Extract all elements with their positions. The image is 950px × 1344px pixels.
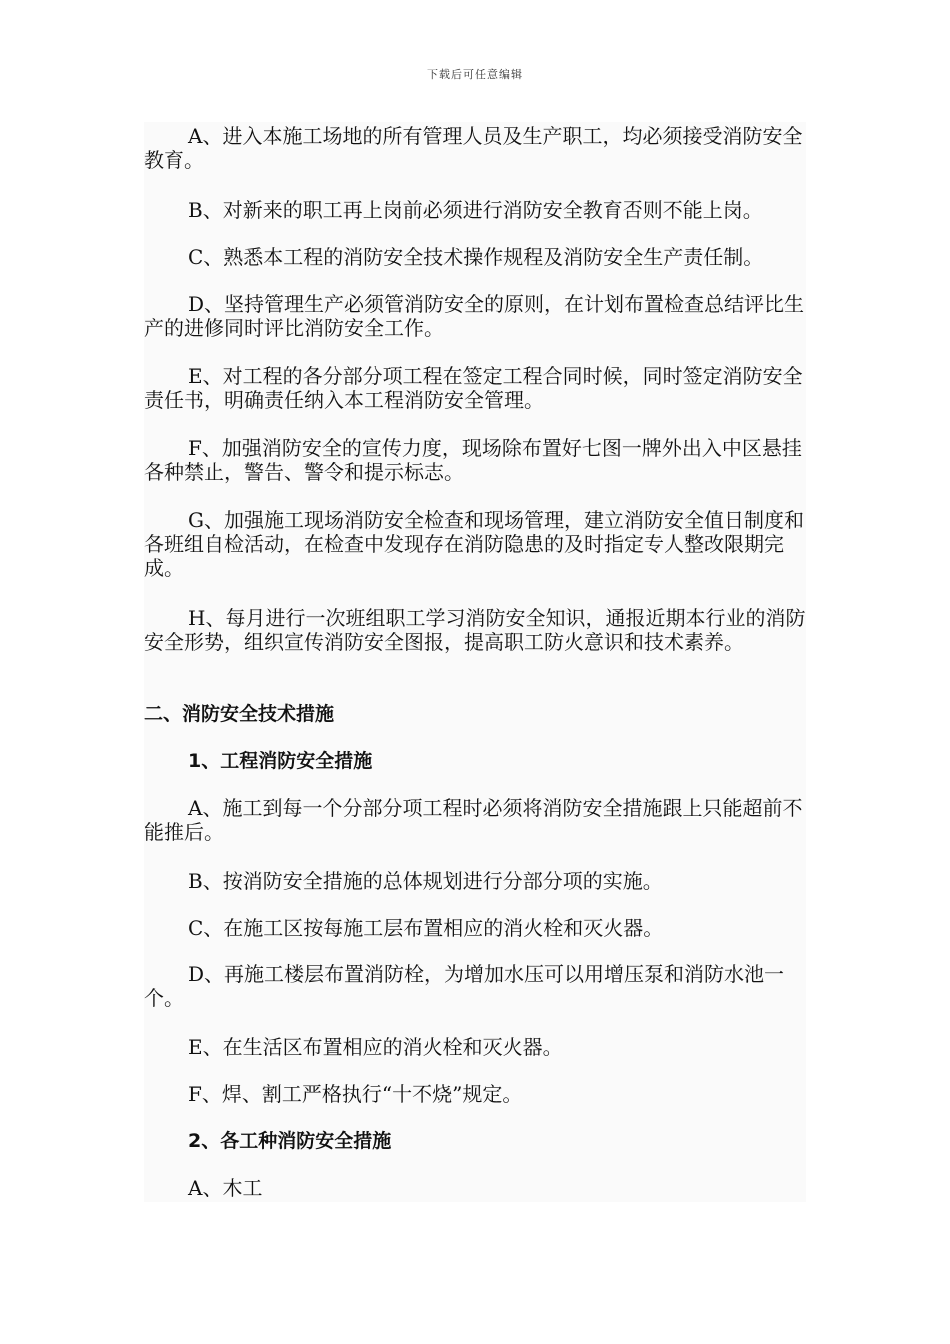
paragraph-e: E、对工程的各分部分项工程在签定工程合同时候，同时签定消防安全责任书，明确责任纳入本工程消防安全管理。 — [144, 364, 803, 412]
paragraph-b: B、对新来的职工再上岗前必须进行消防安全教育否则不能上岗。 — [188, 198, 763, 222]
paragraph-g: G、加强施工现场消防安全检查和现场管理，建立消防安全值日制度和各班组自检活动，在检查中发现存在消防隐患的及时指定专人整改限期完成。 — [144, 508, 804, 580]
measure-item-c: C、在施工区按每施工层布置相应的消火栓和灭火器。 — [188, 916, 664, 940]
document-body — [144, 122, 806, 1202]
subsection-heading-1: 1、工程消防安全措施 — [188, 750, 373, 772]
page-header: 下载后可任意编辑 — [427, 68, 523, 81]
measure-item-a: A、施工到每一个分部分项工程时必须将消防安全措施跟上只能超前不能推后。 — [144, 796, 803, 844]
worktype-item-a: A、木工 — [188, 1176, 263, 1200]
measure-item-b: B、按消防安全措施的总体规划进行分部分项的实施。 — [188, 869, 663, 893]
subsection-heading-2: 2、各工种消防安全措施 — [188, 1130, 392, 1152]
paragraph-h: H、每月进行一次班组职工学习消防安全知识，通报近期本行业的消防安全形势，组织宣传消防安全图报，提高职工防火意识和技术素养。 — [144, 606, 806, 654]
measure-item-d: D、再施工楼层布置消防栓，为增加水压可以用增压泵和消防水池一个。 — [144, 962, 785, 1010]
paragraph-d: D、坚持管理生产必须管消防安全的原则，在计划布置检查总结评比生产的进修同时评比消防安全工作。 — [144, 292, 805, 340]
paragraph-f: F、加强消防安全的宣传力度，现场除布置好七图一牌外出入中区悬挂各种禁止，警告、警令和提示标志。 — [144, 436, 802, 484]
measure-item-e: E、在生活区布置相应的消火栓和灭火器。 — [188, 1035, 563, 1059]
paragraph-a: A、进入本施工场地的所有管理人员及生产职工，均必须接受消防安全教育。 — [144, 124, 803, 172]
section-heading: 二、消防安全技术措施 — [144, 703, 335, 725]
paragraph-c: C、熟悉本工程的消防安全技术操作规程及消防安全生产责任制。 — [188, 245, 764, 269]
measure-item-f: F、焊、割工严格执行“十不烧”规定。 — [188, 1082, 523, 1106]
